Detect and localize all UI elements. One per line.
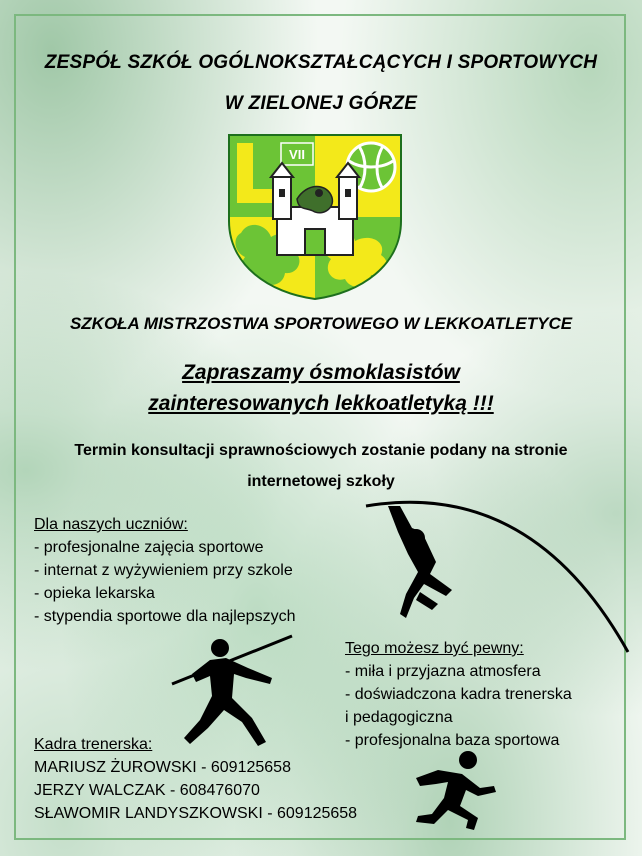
list-item: i pedagogiczna [345, 709, 453, 726]
list-item: - doświadczona kadra trenerska [345, 686, 572, 703]
crest-text: VII [289, 147, 305, 162]
list-item: - profesjonalne zajęcia sportowe [34, 539, 264, 556]
certainty-list [345, 637, 572, 752]
list-item: - opieka lekarska [34, 585, 155, 602]
benefits-heading: Dla naszych uczniów: [34, 516, 188, 533]
school-name-line1: ZESPÓŁ SZKÓŁ OGÓLNOKSZTAŁCĄCYCH I SPORTOWYCH [44, 52, 598, 73]
invite-line1: Zapraszamy ósmoklasistów [182, 361, 460, 384]
list-item: - miła i przyjazna atmosfera [345, 663, 541, 680]
list-item: SŁAWOMIR LANDYSZKOWSKI - 609125658 [34, 805, 358, 822]
list-item: - profesjonalna baza sportowa [345, 732, 560, 749]
list-item: JERZY WALCZAK - 608476070 [34, 782, 260, 799]
runner-silhouette-icon [404, 748, 504, 834]
coaching-staff-heading: Kadra trenerska: [34, 736, 153, 753]
list-item: MARIUSZ ŻUROWSKI - 609125658 [34, 759, 291, 776]
school-name-line2: W ZIELONEJ GÓRZE [224, 93, 418, 114]
city-crest-icon [227, 133, 403, 301]
invite-line2: zainteresowanych lekkoatletyką !!! [148, 392, 494, 415]
certainty-heading: Tego możesz być pewny: [345, 640, 524, 657]
list-item: - internat z wyżywieniem przy szkole [34, 562, 293, 579]
termin-line2: internetowej szkoły [247, 473, 395, 490]
list-item: - stypendia sportowe dla najlepszych [34, 608, 296, 625]
headline: SZKOŁA MISTRZOSTWA SPORTOWEGO W LEKKOATLETYCE [69, 314, 573, 333]
coaching-staff-list [34, 733, 357, 825]
benefits-list [34, 513, 295, 628]
termin-line1: Termin konsultacji sprawnościowych zostanie podany na stronie [74, 442, 568, 459]
pole-vault-silhouette-icon [360, 492, 636, 654]
